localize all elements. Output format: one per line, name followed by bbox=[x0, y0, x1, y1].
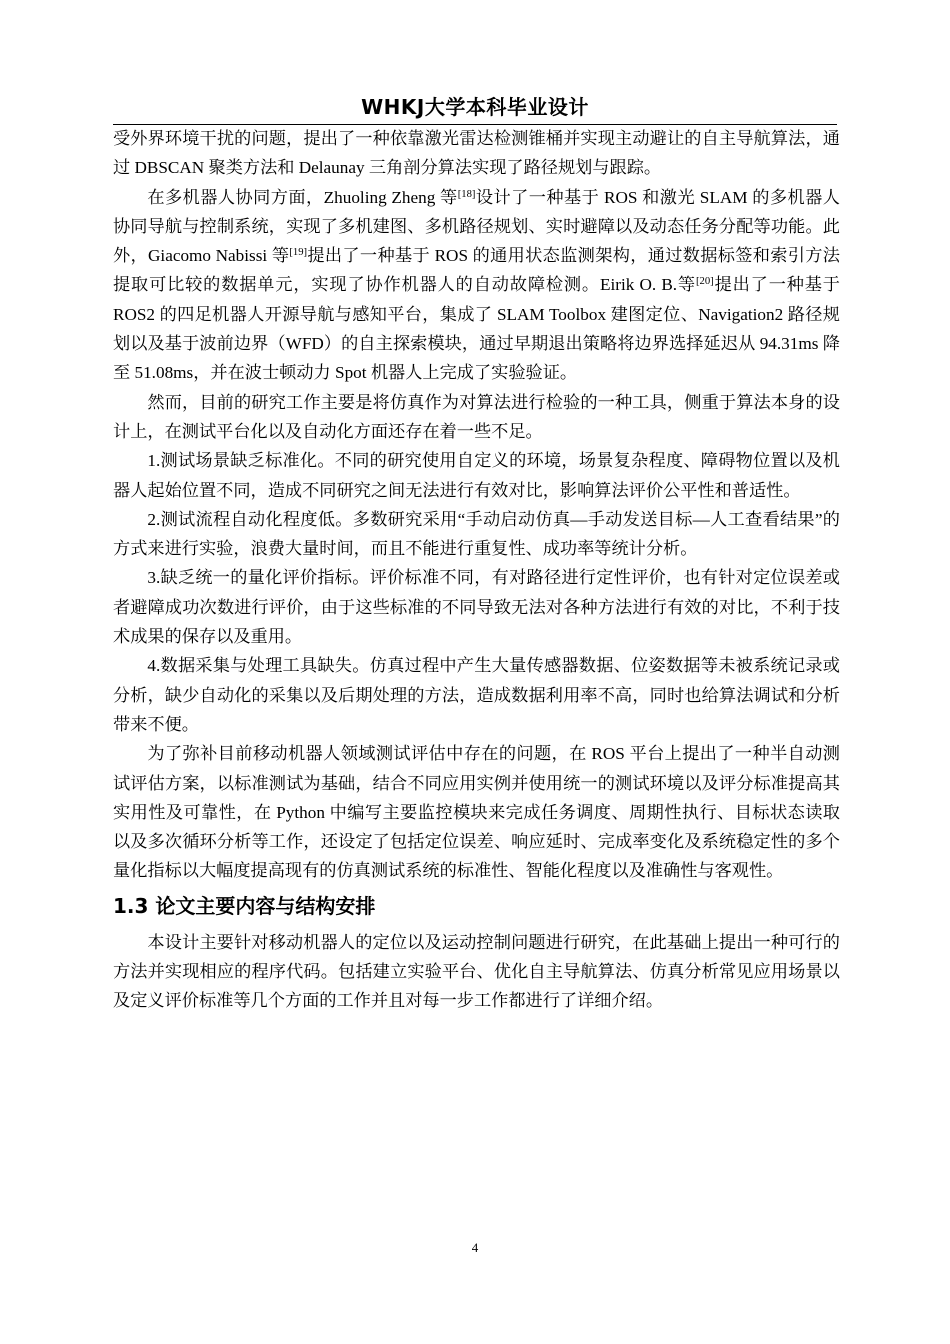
list-item: 2.测试流程自动化程度低。多数研究采用“手动启动仿真—手动发送目标—人工查看结果”的方式来进行实验，浪费大量时间，而且不能进行重复性、成功率等统计分析。 bbox=[113, 509, 840, 559]
paragraph: 为了弥补目前移动机器人领域测试评估中存在的问题，在 ROS 平台上提出了一种半自动测试评估方案，以标准测试为基础，结合不同应用实例并使用统一的测试环境以及评分标准提高其实用性及可靠性，在 Python 中编写主要监控模块来完成任务调度、周期性执行、目标状态读取以及多次循环分析等工作，还设定了包括定位误差、响应延时、完成率变化及系统稳定性的多个量化指标以大幅度提高现有的仿真测试系统的标准性、智能化程度以及准确性与客观性。 bbox=[113, 744, 840, 881]
paragraph: 受外界环境干扰的问题，提出了一种依靠激光雷达检测锥桶并实现主动避让的自主导航算法，通过 DBSCAN 聚类方法和 Delaunay 三角剖分算法实现了路径规划与跟踪。 bbox=[113, 129, 840, 178]
text-run: 设计了一种基于 ROS 和激光 SLAM 的多机器人协同导航与控制系统，实现了多机建图、多机路径规划、实时避障以及动态任务分配等功能。此外，Giacomo Nabissi 等 bbox=[113, 187, 840, 266]
running-header: WHKJ大学本科毕业设计 bbox=[113, 94, 837, 125]
body-text bbox=[113, 124, 840, 1016]
paragraph bbox=[113, 183, 840, 388]
paragraph: 本设计主要针对移动机器人的定位以及运动控制问题进行研究，在此基础上提出一种可行的方法并实现相应的程序代码。包括建立实验平台、优化自主导航算法、仿真分析常见应用场景以及定义评价标准等几个方面的工作并且对每一步工作都进行了详细介绍。 bbox=[113, 932, 840, 1011]
paragraph: 然而，目前的研究工作主要是将仿真作为对算法进行检验的一种工具，侧重于算法本身的设计上，在测试平台化以及自动化方面还存在着一些不足。 bbox=[113, 392, 840, 441]
list-item: 4.数据采集与处理工具缺失。仿真过程中产生大量传感器数据、位姿数据等未被系统记录或分析，缺少自动化的采集以及后期处理的方法，造成数据利用率不高，同时也给算法调试和分析带来不便。 bbox=[113, 656, 840, 734]
citation-ref: [18] bbox=[457, 188, 476, 200]
text-run: 提出了一种基于 ROS2 的四足机器人开源导航与感知平台，集成了 SLAM Toolbox 建图定位、Navigation2 路径规划以及基于波前边界（WFD）的自主探索模块，通过早期退出策略将边界选择延迟从 94.31ms 降至 51.08ms，并在波士顿动力 Spot 机器人上完成了实验验证。 bbox=[113, 275, 840, 383]
text-run: 提出了一种基于 ROS 的通用状态监测架构，通过数据标签和索引方法提取可比较的数据单元，实现了协作机器人的自动故障检测。Eirik O. B.等 bbox=[113, 246, 840, 295]
page-number: 4 bbox=[471, 1240, 479, 1255]
text-run: 在多机器人协同方面，Zhuoling Zheng 等 bbox=[147, 187, 458, 207]
list-item: 1.测试场景缺乏标准化。不同的研究使用自定义的环境，场景复杂程度、障碍物位置以及机器人起始位置不同，造成不同研究之间无法进行有效对比，影响算法评价公平性和普适性。 bbox=[113, 451, 840, 500]
section-title: 论文主要内容与结构安排 bbox=[155, 893, 376, 918]
section-heading bbox=[113, 888, 840, 924]
list-item: 3.缺乏统一的量化评价指标。评价标准不同，有对路径进行定性评价，也有针对定位误差或者避障成功次数进行评价，由于这些标准的不同导致无法对各种方法进行有效的对比，不利于技术成果的保存以及重用。 bbox=[113, 568, 840, 647]
citation-ref: [20] bbox=[695, 276, 714, 288]
section-number: 1.3 bbox=[113, 893, 149, 918]
citation-ref: [19] bbox=[289, 247, 308, 259]
